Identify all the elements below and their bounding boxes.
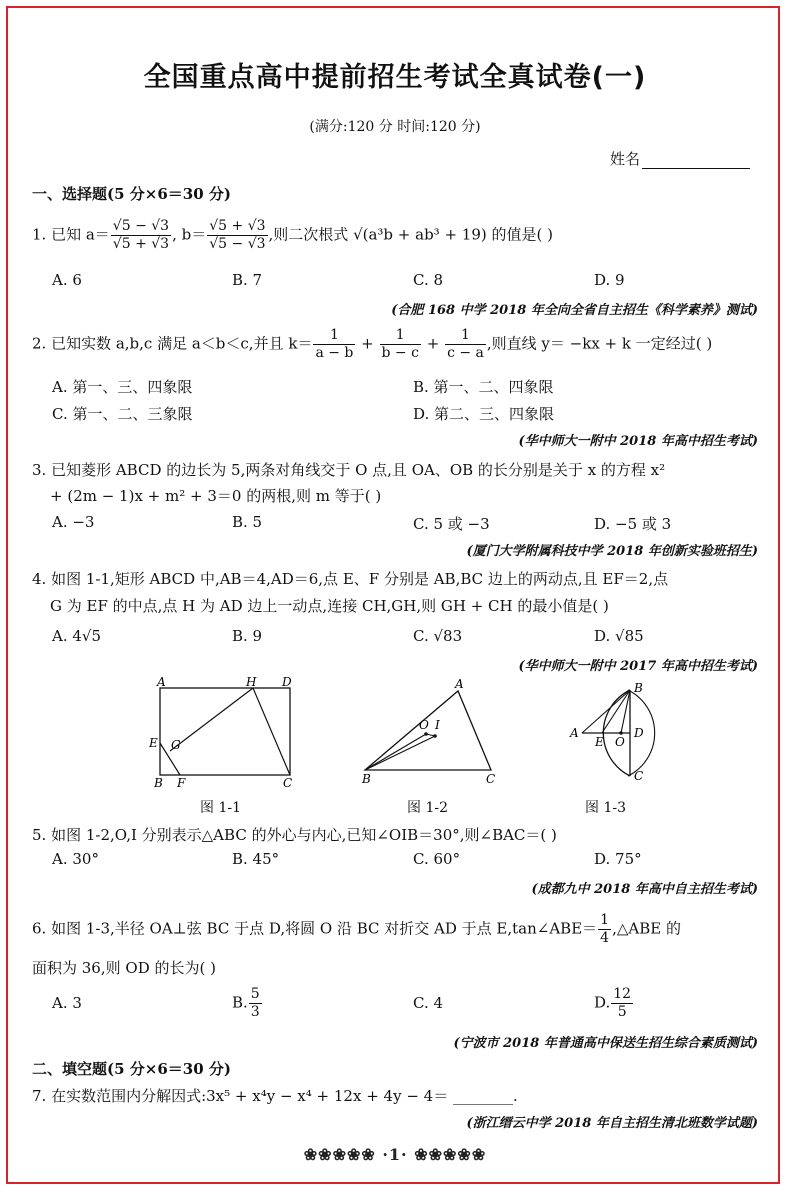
- q2-suffix: ,则直线 y＝ −kx + k 一定经过( ): [486, 334, 713, 353]
- fig2-label-b: B: [362, 772, 371, 786]
- q6-tan-numerator: 1: [600, 912, 610, 928]
- q6-d-denominator: 5: [617, 1004, 627, 1020]
- q2-source: (华中师大一附中 2018 年高中招生考试): [518, 434, 758, 449]
- q5-option-a[interactable]: A. 30°: [52, 850, 99, 868]
- name-blank[interactable]: [642, 154, 750, 169]
- q6-tan-denominator: 4: [600, 930, 610, 946]
- question-3-line-2: + (2m − 1)x + m² + 3＝0 的两根,则 m 等于( ): [50, 487, 382, 505]
- q2-fraction-3: [445, 327, 486, 362]
- q6-tan-fraction: [598, 912, 611, 947]
- question-4-line-2: G 为 EF 的中点,点 H 为 AD 边上一动点,连接 CH,GH,则 GH + CH 的最小值是( ): [50, 597, 609, 615]
- question-7: 7. 在实数范围内分解因式:3x⁵ + x⁴y − x⁴ + 12x + 4y − 4＝ ________.: [32, 1087, 518, 1105]
- q3-option-c[interactable]: C. 5 或 −3: [413, 515, 490, 533]
- q5-option-b[interactable]: B. 45°: [232, 850, 280, 868]
- q6-option-a[interactable]: A. 3: [52, 994, 82, 1012]
- fig3-label-e: E: [595, 735, 604, 749]
- q6-option-b-letter: B.: [232, 993, 248, 1012]
- q6-d-numerator: 12: [613, 986, 632, 1002]
- q1-b-fraction: [207, 218, 267, 253]
- exam-info: (满分:120 分 时间:120 分): [309, 119, 481, 135]
- fig1-label-f: F: [177, 776, 186, 790]
- q6-option-d[interactable]: [594, 986, 634, 1021]
- q2-f1-denominator: a − b: [315, 345, 354, 361]
- q1-a-fraction: [111, 218, 171, 253]
- q2-option-c[interactable]: C. 第一、二、三象限: [52, 405, 193, 423]
- fig1-segment-hc: [253, 688, 290, 775]
- q2-f2-denominator: b − c: [381, 345, 419, 361]
- figure-1-1-caption: 图 1-1: [200, 800, 241, 816]
- fig2-label-c: C: [486, 772, 496, 786]
- fig3-label-a: A: [570, 726, 579, 740]
- q1-b-denominator: √5 − √3: [209, 236, 266, 252]
- figure-1-3-caption: 图 1-3: [585, 800, 626, 816]
- q2-f3-numerator: 1: [445, 327, 486, 345]
- fig2-label-i: I: [435, 718, 440, 732]
- q6-prefix: 6. 如图 1-3,半径 OA⊥弦 BC 于点 D,将圆 O 沿 BC 对折交 AD 于点 E,tan∠ABE＝: [32, 919, 598, 938]
- q4-option-a[interactable]: A. 4√5: [52, 627, 102, 645]
- question-6-line-1: [32, 912, 681, 947]
- q6-suffix: ,△ABE 的: [612, 919, 681, 938]
- q2-f2-numerator: 1: [380, 327, 421, 345]
- q2-f1-numerator: 1: [313, 327, 355, 345]
- fig2-point-o: [424, 732, 428, 736]
- question-6-line-2: 面积为 36,则 OD 的长为( ): [32, 959, 216, 977]
- q6-b-numerator: 5: [250, 986, 260, 1002]
- question-5: 5. 如图 1-2,O,I 分别表示△ABC 的外心与内心,已知∠OIB＝30°,则∠BAC＝( ): [32, 826, 557, 844]
- section-choice-heading: 一、选择题(5 分×6＝30 分): [32, 185, 231, 203]
- q6-source: (宁波市 2018 年普通高中保送生招生综合素质测试): [453, 1036, 758, 1051]
- fig2-point-i: [433, 734, 437, 738]
- q1-suffix: ,则二次根式 √(a³b + ab³ + 19) 的值是( ): [268, 225, 553, 244]
- fig2-label-o: O: [419, 718, 429, 732]
- q2-option-a[interactable]: A. 第一、三、四象限: [52, 378, 193, 396]
- q4-option-d[interactable]: D. √85: [594, 627, 644, 645]
- fig1-label-c: C: [283, 776, 293, 790]
- q2-option-b[interactable]: B. 第一、二、四象限: [413, 378, 554, 396]
- q6-option-b-fraction: [249, 986, 262, 1021]
- fig2-segment-bo: [365, 734, 426, 770]
- page-number-footer: ❀❀❀❀❀ ·1· ❀❀❀❀❀: [303, 1145, 487, 1164]
- name-label: 姓名: [610, 150, 641, 168]
- q3-option-a[interactable]: A. −3: [52, 513, 95, 531]
- q5-option-c[interactable]: C. 60°: [413, 850, 461, 868]
- section-fill-heading: 二、填空题(5 分×6＝30 分): [32, 1060, 231, 1078]
- q6-b-denominator: 3: [250, 1004, 260, 1020]
- fig1-rectangle: [160, 688, 290, 775]
- q4-option-b[interactable]: B. 9: [232, 627, 263, 645]
- figure-1-2: [355, 675, 515, 790]
- q4-source: (华中师大一附中 2017 年高中招生考试): [518, 659, 758, 674]
- q1-option-a[interactable]: A. 6: [52, 271, 82, 289]
- fig3-label-b: B: [634, 681, 643, 695]
- q5-option-d[interactable]: D. 75°: [594, 850, 642, 868]
- q3-source: (厦门大学附属科技中学 2018 年创新实验班招生): [466, 544, 758, 559]
- q1-b-numerator: √5 + √3: [209, 218, 266, 234]
- q6-option-c[interactable]: C. 4: [413, 994, 444, 1012]
- q6-option-d-letter: D.: [594, 993, 611, 1012]
- q1-source: (合肥 168 中学 2018 年全向全省自主招生《科学素养》测试): [391, 303, 758, 318]
- fig1-label-d: D: [282, 675, 292, 689]
- q3-option-d[interactable]: D. −5 或 3: [594, 515, 672, 533]
- question-1: [32, 218, 553, 253]
- fig3-label-c: C: [634, 769, 644, 783]
- name-field[interactable]: [610, 148, 750, 169]
- fig1-segment-gh: [170, 688, 253, 751]
- q2-prefix: 2. 已知实数 a,b,c 满足 a＜b＜c,并且 k＝: [32, 334, 313, 353]
- page-title: 全国重点高中提前招生考试全真试卷(一): [143, 62, 647, 93]
- fig3-label-o: O: [615, 735, 625, 749]
- fig1-label-e: E: [149, 736, 158, 750]
- fig1-label-a: A: [157, 675, 166, 689]
- q6-option-d-fraction: [611, 986, 633, 1021]
- q1-mid: , b＝: [172, 225, 207, 244]
- q1-a-numerator: √5 − √3: [112, 218, 170, 234]
- q1-prefix: 1. 已知 a＝: [32, 225, 110, 244]
- q6-option-b[interactable]: [232, 986, 263, 1021]
- figure-1-3: [565, 678, 665, 793]
- fig1-label-b: B: [154, 776, 163, 790]
- q1-option-b[interactable]: B. 7: [232, 271, 263, 289]
- fig1-label-h: H: [246, 675, 257, 689]
- fig1-label-g: G: [171, 738, 181, 752]
- q5-source: (成都九中 2018 年高中自主招生考试): [531, 882, 758, 897]
- q2-fraction-2: [380, 327, 421, 362]
- q2-f3-denominator: c − a: [447, 345, 484, 361]
- question-2: 2. 已知实数 a,b,c 满足 a＜b＜c,并且 k＝ $\frac{1}{a - b}$ + $\frac{1}{b - c}$ + $\frac{1}{c - a}$ ,则直线 y＝ −kx + k 一定经过( ): [32, 327, 713, 361]
- question-4-line-1: 4. 如图 1-1,矩形 ABCD 中,AB＝4,AD＝6,点 E、F 分别是 AB,BC 边上的两动点,且 EF＝2,点: [32, 570, 669, 588]
- figure-1-2-caption: 图 1-2: [407, 800, 448, 816]
- fig2-label-a: A: [455, 677, 464, 691]
- fig3-label-d: D: [634, 726, 644, 740]
- q4-option-c[interactable]: C. √83: [413, 627, 463, 645]
- q7-source: (浙江缙云中学 2018 年自主招生清北班数学试题): [466, 1116, 758, 1131]
- q1-option-d[interactable]: D. 9: [594, 271, 625, 289]
- q1-a-denominator: √5 + √3: [112, 236, 170, 252]
- q2-fraction-1: [313, 327, 355, 362]
- q3-option-b[interactable]: B. 5: [232, 513, 263, 531]
- q1-option-c[interactable]: C. 8: [413, 271, 444, 289]
- question-3-line-1: 3. 已知菱形 ABCD 的边长为 5,两条对角线交于 O 点,且 OA、OB 的长分别是关于 x 的方程 x²: [32, 461, 666, 479]
- figure-1-1: [140, 675, 310, 790]
- q2-option-d[interactable]: D. 第二、三、四象限: [413, 405, 555, 423]
